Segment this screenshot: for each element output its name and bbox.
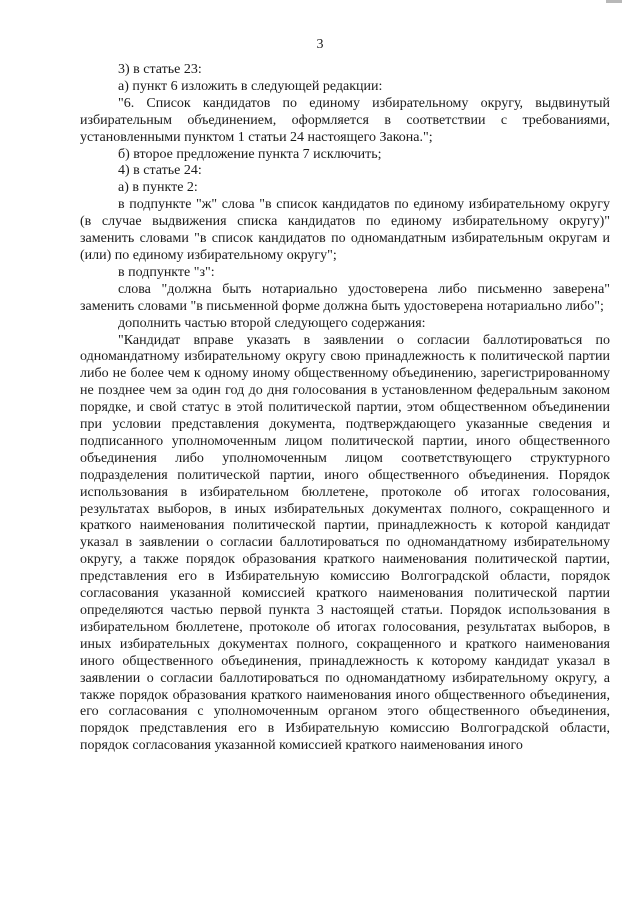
paragraph-item-a-point-2: а) в пункте 2:: [118, 180, 198, 196]
paragraph-add-part-two: дополнить частью второй следующего содержания:: [118, 315, 426, 331]
paragraph-item-b-point-7: б) второе предложение пункта 7 исключить;: [118, 146, 382, 162]
paragraph-quoted-part-two: "Кандидат вправе указать в заявлении о согласии баллотироваться по одномандатному избирательному округу свою принадлежность к политической партии либо не более чем к одному иному общественному объединению, зарегистрированному не позднее чем за один год до дня голосования в установленном федеральным законом порядке, и свой статус в этой политической партии, этом общественном объединении при условии представления документа, подтверждающего указанные сведения и подписанного уполномоченным лицом политической партии, иного общественного объединения либо уполномоченным лицом соответствующего структурного подразделения политической партии, иного общественного объединения. Порядок использования в избирательном бюллетене, протоколе об итогах голосования, результатах выборов, в иных избирательных документах полного, сокращенного и краткого наименования политической партии, принадлежность к которой кандидат указал в заявлении о согласии баллотироваться по одномандатному избирательному округу, а также порядок образования краткого наименования политической партии, представления его в Избирательную комиссию Волгоградской области, порядок согласования указанной комиссией краткого наименования политической партии определяются частью первой пункта 3 настоящей статьи. Порядок использования в избирательном бюллетене, протоколе об итогах голосования, результатах выборов, в иных избирательных документах полного, сокращенного и краткого наименования иного общественного объединения, принадлежность к которому кандидат указал в заявлении о согласии баллотироваться по одномандатному избирательному округу, а также порядок образования краткого наименования иного общественного объединения, его согласования с уполномоченным органом этого общественного объединения, порядок представления его в Избирательную комиссию Волгоградской области, порядок согласования указанной комиссией краткого наименования иного: [80, 332, 610, 754]
scan-artifact: [606, 0, 622, 3]
paragraph-subpoint-zh: в подпункте "ж" слова "в список кандидатов по единому избирательному округу (в случае выдвижения списка кандидатов по единому избирательному округу)" заменить словами "в список кандидатов по одномандатным избирательным округам и (или) по единому избирательному округу";: [80, 197, 610, 263]
page-number: 3: [316, 37, 324, 52]
paragraph-article-23: 3) в статье 23:: [118, 62, 202, 77]
paragraph-subpoint-z: в подпункте "з":: [118, 264, 215, 280]
paragraph-item-a-point-6: а) пункт 6 изложить в следующей редакции:: [118, 78, 383, 94]
document-body: [80, 62, 610, 755]
paragraph-replace-words: слова "должна быть нотариально удостоверена либо письменно заверена" заменить словами "в письменной форме должна быть удостоверена нотариально либо";: [80, 281, 610, 314]
paragraph-article-24: 4) в статье 24:: [118, 163, 202, 179]
paragraph-quoted-point-6: "6. Список кандидатов по единому избирательному округу, выдвинутый избирательным объединением, оформляется в соответствии с требованиями, установленными пунктом 1 статьи 24 настоящего Закона.";: [80, 95, 610, 145]
